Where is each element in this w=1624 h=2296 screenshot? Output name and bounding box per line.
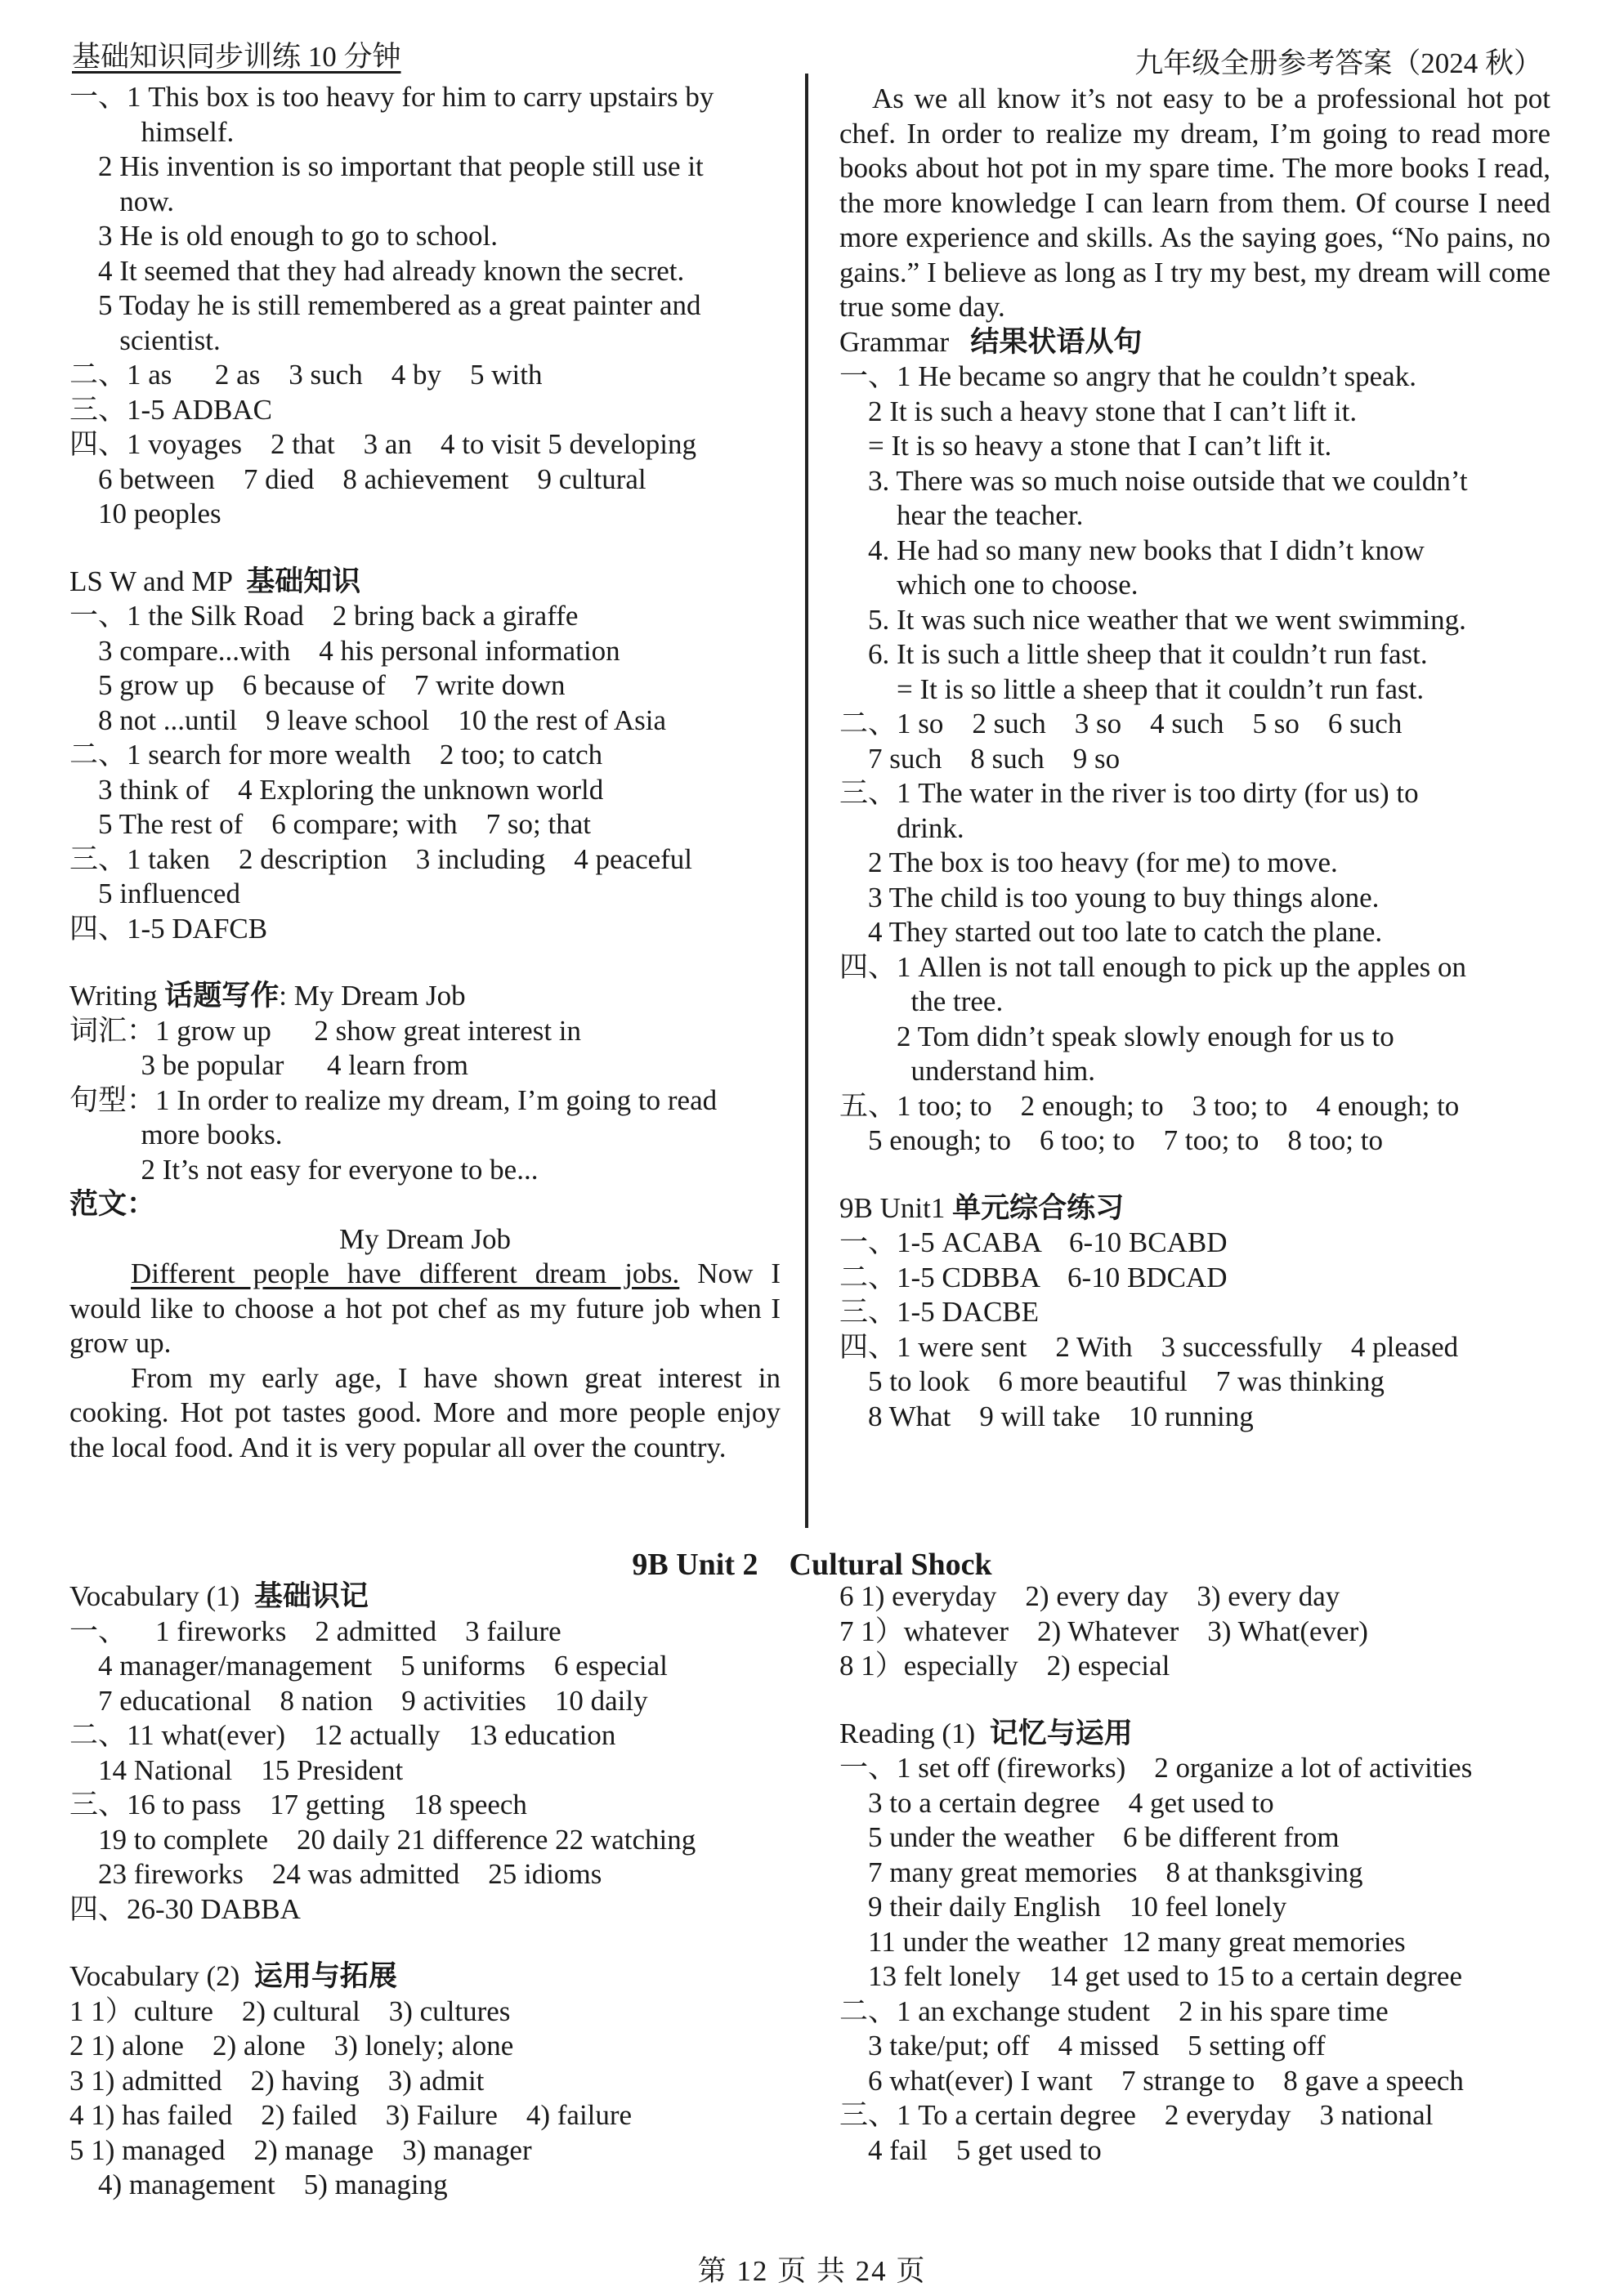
answer-line: 一、1 He became so angry that he couldn’t speak.: [839, 360, 1416, 392]
right-column: [839, 82, 1550, 1434]
answer-line: 6 between 7 died 8 achievement 9 cultural: [69, 462, 646, 495]
answer-line: 10 peoples: [69, 498, 221, 529]
answer-line: 三、1-5 ADBAC: [69, 393, 272, 426]
answer-line: 二、1 so 2 such 3 so 4 such 5 so 6 such: [839, 708, 1403, 739]
answer-line: now.: [69, 185, 175, 217]
answer-line: 二、11 what(ever) 12 actually 13 education: [69, 1719, 616, 1751]
section-heading-unit-review: [839, 1191, 1550, 1226]
answer-line: 3 think of 4 Exploring the unknown world: [69, 773, 604, 806]
answer-line: 4 They started out too late to catch the plane.: [839, 916, 1383, 948]
section-title-cn: 话题写作: [164, 980, 280, 1012]
answer-line: 4 manager/management 5 uniforms 6 especial: [69, 1650, 668, 1682]
answer-line: 14 National 15 President: [69, 1753, 404, 1786]
answer-line: 四、26-30 DABBA: [69, 1892, 301, 1925]
section-title: LS W and MP: [69, 565, 232, 597]
answer-line: 6 1) everyday 2) every day 3) every day: [839, 1580, 1340, 1612]
section-title: Writing: [69, 980, 158, 1012]
answer-line: 一、1 This box is too heavy for him to carry upstairs by: [69, 81, 714, 113]
answer-line: 23 fireworks 24 was admitted 25 idioms: [69, 1858, 602, 1890]
header-right: 九年级全册参考答案（2024 秋）: [1134, 47, 1542, 79]
answer-line: 2 The box is too heavy (for me) to move.: [839, 846, 1338, 878]
answer-line: 句型：1 In order to realize my dream, I’m going to read: [69, 1083, 718, 1116]
left-column: [69, 80, 781, 1465]
section-heading-reading1: [839, 1717, 1550, 1752]
essay-topic-sentence: Different people have different dream jobs.: [131, 1257, 680, 1289]
answer-line: 8 not ...until 9 leave school 10 the rest of Asia: [69, 704, 667, 736]
answer-line: 4. He had so many new books that I didn’t know: [839, 534, 1425, 566]
answer-line: 范文：: [69, 1188, 156, 1221]
answer-line: 二、1 an exchange student 2 in his spare time: [839, 1994, 1389, 2027]
answer-line: 7 many great memories 8 at thanksgiving: [839, 1856, 1363, 1888]
answer-line: 8 What 9 will take 10 running: [839, 1400, 1254, 1432]
answer-line: scientist.: [69, 324, 221, 356]
answer-line: 2 His invention is so important that people still use it: [69, 150, 704, 182]
essay-paragraph-2: From my early age, I have shown great interest in cooking. Hot pot tastes good. More and more people enjoy the local food. And it is very popular all over the country.: [69, 1361, 781, 1463]
answer-line: 7 1）whatever 2) Whatever 3) What(ever): [839, 1615, 1368, 1647]
answer-line: understand him.: [839, 1055, 1096, 1087]
answer-line: the tree.: [839, 985, 1004, 1017]
answer-line: 2 It is such a heavy stone that I can’t lift it.: [839, 395, 1358, 427]
answer-line: 3 He is old enough to go to school.: [69, 220, 498, 252]
answer-line: = It is so heavy a stone that I can’t lift it.: [839, 430, 1332, 462]
header-left: 基础知识同步训练 10 分钟: [72, 41, 401, 73]
answer-line: 3 to a certain degree 4 get used to: [839, 1786, 1274, 1819]
left-column-bottom: [69, 1579, 781, 2203]
right-column-bottom: [839, 1579, 1550, 2168]
answer-line: 3 be popular 4 learn from: [69, 1049, 468, 1081]
answer-line: 11 under the weather 12 many great memories: [839, 1925, 1406, 1958]
answer-line: 三、1-5 DACBE: [839, 1296, 1040, 1328]
answer-line: 2 1) alone 2) alone 3) lonely; alone: [69, 2030, 514, 2061]
answer-line: 1 1）culture 2) cultural 3) cultures: [69, 1994, 511, 2027]
answer-line: 3. There was so much noise outside that we couldn’t: [839, 464, 1468, 497]
section-title-cn: 结果状语从句: [970, 325, 1143, 359]
section-heading-grammar: [839, 325, 1550, 360]
section-heading-ls: [69, 565, 781, 600]
answer-line: 词汇：1 grow up 2 show great interest in: [69, 1014, 582, 1047]
section-title-cn: 记忆与运用: [989, 1717, 1133, 1750]
answer-line: drink.: [839, 811, 964, 844]
section-title: Reading (1): [839, 1717, 976, 1749]
answer-line: 一、1-5 ACABA 6-10 BCABD: [839, 1226, 1228, 1258]
answer-line: hear the teacher.: [839, 499, 1084, 531]
answer-line: 3 compare...with 4 his personal information: [69, 634, 620, 667]
answer-line: 5 enough; to 6 too; to 7 too; to 8 too; to: [839, 1124, 1383, 1156]
answer-line: 4) management 5) managing: [69, 2169, 448, 2200]
section-heading-vocab2: [69, 1959, 781, 1994]
section-title: Grammar: [839, 325, 950, 358]
section-title-cn: 单元综合练习: [952, 1191, 1125, 1225]
answer-line: 2 It’s not easy for everyone to be...: [69, 1153, 539, 1186]
answer-line: 四、1 were sent 2 With 3 successfully 4 pleased: [839, 1330, 1459, 1363]
answer-line: 5 Today he is still remembered as a great painter and: [69, 289, 701, 321]
section-title-cn: 基础知识: [246, 565, 361, 598]
answer-line: which one to choose.: [839, 569, 1139, 601]
answer-line: 13 felt lonely 14 get used to 15 to a certain degree: [839, 1960, 1462, 1992]
answer-line: 5 grow up 6 because of 7 write down: [69, 669, 566, 701]
section-heading-vocab1: [69, 1579, 781, 1615]
answer-line: 四、1-5 DAFCB: [69, 912, 268, 945]
section-title: Vocabulary (1): [69, 1580, 240, 1612]
section-heading-writing: [69, 979, 781, 1014]
answer-line: 5 under the weather 6 be different from: [839, 1821, 1340, 1853]
answer-line: 二、1 as 2 as 3 such 4 by 5 with: [69, 359, 543, 391]
section-title: Vocabulary (2): [69, 1960, 240, 1992]
answer-line: 2 Tom didn’t speak slowly enough for us to: [839, 1020, 1394, 1052]
column-divider: [805, 74, 808, 1528]
essay-title: My Dream Job: [339, 1222, 511, 1255]
section-title-cn: 运用与拓展: [253, 1960, 397, 1993]
answer-line: more books.: [69, 1119, 283, 1150]
answer-line: = It is so little a sheep that it couldn’t run fast.: [839, 672, 1425, 705]
answer-line: 5. It was such nice weather that we went swimming.: [839, 603, 1466, 636]
answer-line: 3 The child is too young to buy things alone.: [839, 881, 1380, 913]
answer-line: 8 1）especially 2) especial: [839, 1650, 1170, 1682]
answer-line: 五、1 too; to 2 enough; to 3 too; to 4 enough; to: [839, 1089, 1460, 1122]
section-title: 9B Unit1: [839, 1191, 946, 1224]
answer-line: 7 educational 8 nation 9 activities 10 daily: [69, 1684, 648, 1717]
answer-line: 三、1 taken 2 description 3 including 4 peaceful: [69, 842, 693, 875]
answer-line: 三、1 The water in the river is too dirty (for us) to: [839, 777, 1419, 809]
answer-line: 4 fail 5 get used to: [839, 2133, 1102, 2166]
section-title-cn: 基础识记: [253, 1580, 369, 1613]
essay-paragraph-3: As we all know it’s not easy to be a professional hot pot chef. In order to realize my dream, I’m going to read more books about hot pot in my spare time. The more books I read, the more knowledge I can learn from them. Of course I need more experience and skills. As the saying goes, “No pains, no gains.” I believe as long as I try my best, my dream will come true some day.: [839, 83, 1550, 323]
answer-line: 二、1-5 CDBBA 6-10 BDCAD: [839, 1261, 1228, 1293]
left-lines: [69, 80, 781, 532]
answer-line: 一、1 the Silk Road 2 bring back a giraffe: [69, 600, 579, 632]
answer-line: 3 1) admitted 2) having 3) admit: [69, 2064, 485, 2097]
answer-line: 四、1 voyages 2 that 3 an 4 to visit 5 developing: [69, 428, 696, 460]
answer-line: 一、 1 fireworks 2 admitted 3 failure: [69, 1615, 561, 1647]
unit-title: 9B Unit 2 Cultural Shock: [632, 1548, 992, 1582]
page-footer: 第 12 页 共 24 页: [697, 2255, 927, 2287]
answer-line: himself.: [69, 115, 235, 148]
answer-line: 5 The rest of 6 compare; with 7 so; that: [69, 808, 591, 840]
answer-line: 一、1 set off (fireworks) 2 organize a lot of activities: [839, 1752, 1473, 1784]
answer-line: 4 It seemed that they had already known the secret.: [69, 254, 685, 287]
writing-topic: : My Dream Job: [279, 980, 466, 1012]
answer-line: 5 to look 6 more beautiful 7 was thinking: [839, 1365, 1385, 1397]
essay-paragraph-1: [69, 1257, 781, 1361]
answer-line: 四、1 Allen is not tall enough to pick up the apples on: [839, 950, 1466, 983]
answer-line: 三、16 to pass 17 getting 18 speech: [69, 1789, 527, 1820]
answer-line: 19 to complete 20 daily 21 difference 22 watching: [69, 1823, 696, 1856]
answer-line: 3 take/put; off 4 missed 5 setting off: [839, 2030, 1326, 2061]
answer-line: 6. It is such a little sheep that it couldn’t run fast.: [839, 638, 1428, 670]
answer-line: 9 their daily English 10 feel lonely: [839, 1891, 1287, 1923]
answer-line: 6 what(ever) I want 7 strange to 8 gave a speech: [839, 2064, 1464, 2097]
essay-p1-rest: Now I would like to choose a hot pot chef as my future job when I grow up.: [69, 1257, 781, 1359]
answer-line: 4 1) has failed 2) failed 3) Failure 4) failure: [69, 2099, 633, 2131]
answer-line: 5 1) managed 2) manage 3) manager: [69, 2133, 532, 2166]
answer-line: 二、1 search for more wealth 2 too; to catch: [69, 739, 603, 771]
answer-line: 三、1 To a certain degree 2 everyday 3 national: [839, 2099, 1434, 2131]
answer-line: 5 influenced: [69, 878, 240, 909]
answer-line: 7 such 8 such 9 so: [839, 742, 1121, 775]
